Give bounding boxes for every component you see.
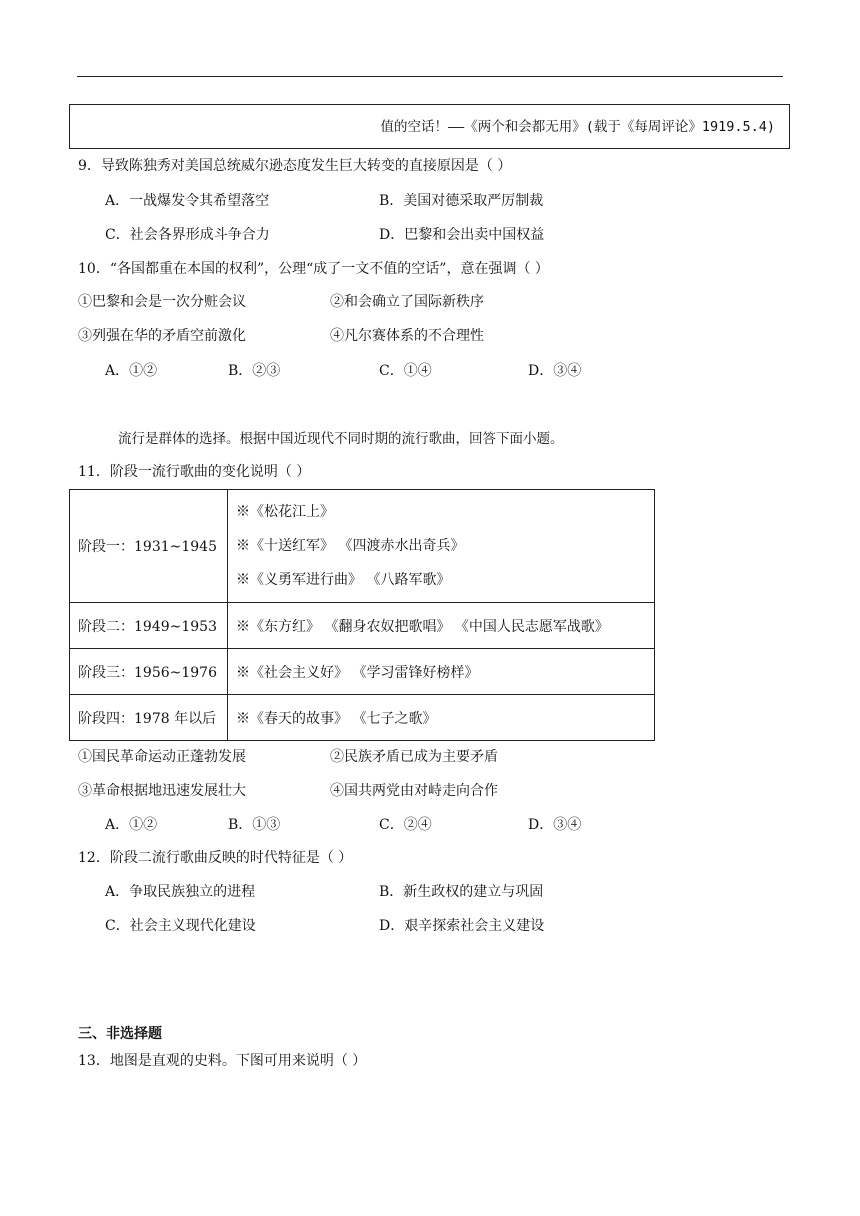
q10-stem: 10．“各国都重在本国的权利”，公理“成了一文不值的空话”，意在强调（ ） xyxy=(78,261,549,277)
q10-option-c[interactable]: C．①④ xyxy=(379,363,432,379)
q11-item-1: ①国民革命运动正蓬勃发展 xyxy=(78,749,246,765)
songs-table xyxy=(69,489,655,741)
songs-cell: ※《东方红》 《翻身农奴把歌唱》 《中国人民志愿军战歌》 xyxy=(228,603,655,649)
q11-item-2: ②民族矛盾已成为主要矛盾 xyxy=(330,749,498,765)
quote-source: 值的空话！——《两个和会都无用》(载于《每周评论》1919.5.4) xyxy=(380,119,775,135)
q12-stem: 12．阶段二流行歌曲反映的时代特征是（ ） xyxy=(78,850,353,866)
q12-option-b[interactable]: B．新生政权的建立与巩固 xyxy=(379,884,544,900)
q12-option-c[interactable]: C．社会主义现代化建设 xyxy=(105,918,256,934)
q10-option-b[interactable]: B．②③ xyxy=(228,363,281,379)
header-rule xyxy=(77,76,783,77)
songs-cell xyxy=(228,490,655,603)
q12-option-a[interactable]: A．争取民族独立的进程 xyxy=(105,884,256,900)
q9-option-a[interactable]: A．一战爆发令其希望落空 xyxy=(105,193,270,209)
table-row xyxy=(70,695,655,741)
song-line: ※《义勇军进行曲》 《八路军歌》 xyxy=(236,572,451,588)
q10-item-3: ③列强在华的矛盾空前激化 xyxy=(78,328,246,344)
q9-option-d[interactable]: D．巴黎和会出卖中国权益 xyxy=(379,227,545,243)
q11-option-a[interactable]: A．①② xyxy=(105,817,158,833)
q11-option-c[interactable]: C．②④ xyxy=(379,817,432,833)
q12-option-d[interactable]: D．艰辛探索社会主义建设 xyxy=(379,918,545,934)
songs-cell: ※《社会主义好》 《学习雷锋好榜样》 xyxy=(228,649,655,695)
stage-cell: 阶段四：1978 年以后 xyxy=(70,695,228,741)
q11-option-b[interactable]: B．①③ xyxy=(228,817,281,833)
q10-option-d[interactable]: D．③④ xyxy=(528,363,582,379)
q11-item-4: ④国共两党由对峙走向合作 xyxy=(330,783,498,799)
stage-cell: 阶段二：1949~1953 xyxy=(70,603,228,649)
quote-box xyxy=(69,104,790,149)
q13-stem: 13．地图是直观的史料。下图可用来说明（ ） xyxy=(78,1053,367,1069)
q9-option-b[interactable]: B．美国对德采取严厉制裁 xyxy=(379,193,544,209)
stage-cell: 阶段三：1956~1976 xyxy=(70,649,228,695)
songs-cell: ※《春天的故事》 《七子之歌》 xyxy=(228,695,655,741)
q11-item-3: ③革命根据地迅速发展壮大 xyxy=(78,783,246,799)
q10-item-4: ④凡尔赛体系的不合理性 xyxy=(330,328,484,344)
group-intro: 流行是群体的选择。根据中国近现代不同时期的流行歌曲，回答下面小题。 xyxy=(118,431,564,447)
q10-item-2: ②和会确立了国际新秩序 xyxy=(330,294,484,310)
table-row xyxy=(70,603,655,649)
table-row xyxy=(70,649,655,695)
section-heading: 三、非选择题 xyxy=(78,1026,162,1042)
q11-stem: 11．阶段一流行歌曲的变化说明（ ） xyxy=(78,464,311,480)
q10-item-1: ①巴黎和会是一次分赃会议 xyxy=(78,294,246,310)
q9-stem: 9．导致陈独秀对美国总统威尔逊态度发生巨大转变的直接原因是（ ） xyxy=(78,158,512,174)
stage-cell: 阶段一：1931~1945 xyxy=(70,490,228,603)
q10-option-a[interactable]: A．①② xyxy=(105,363,158,379)
table-row xyxy=(70,490,655,603)
song-line: ※《松花江上》 xyxy=(236,504,334,520)
song-line: ※《十送红军》 《四渡赤水出奇兵》 xyxy=(236,538,465,554)
q11-option-d[interactable]: D．③④ xyxy=(528,817,582,833)
q9-option-c[interactable]: C．社会各界形成斗争合力 xyxy=(105,227,270,243)
